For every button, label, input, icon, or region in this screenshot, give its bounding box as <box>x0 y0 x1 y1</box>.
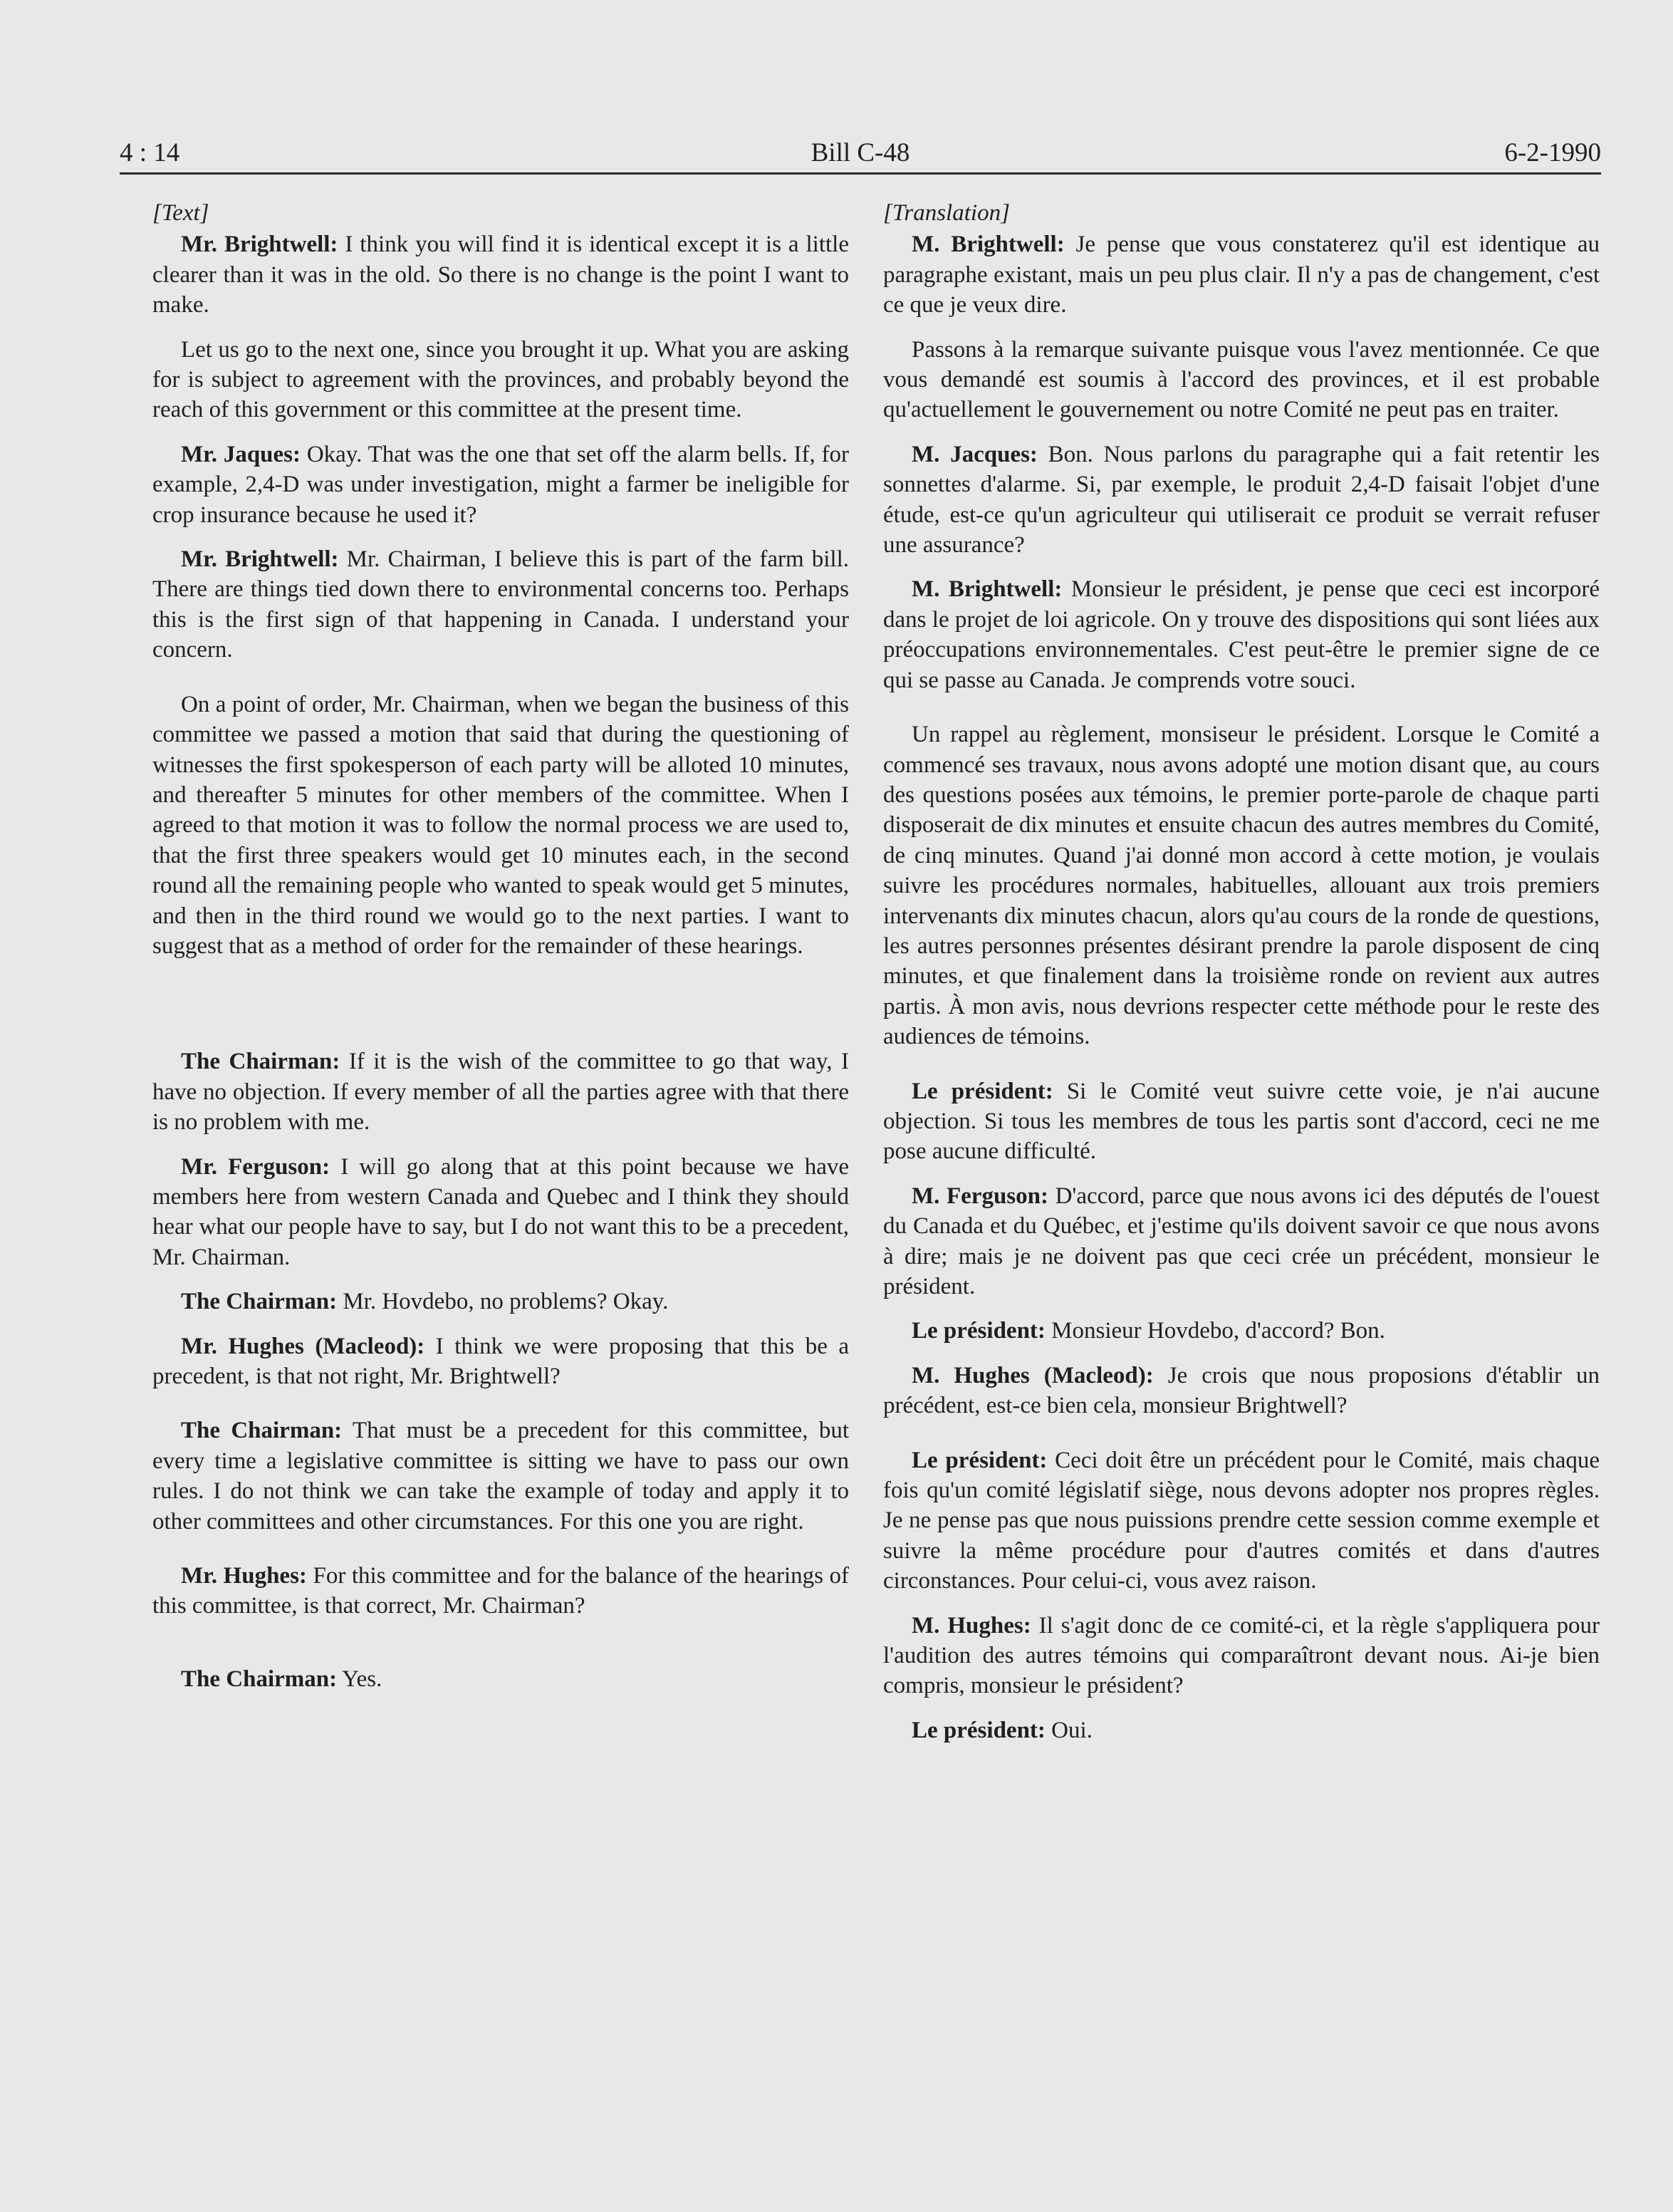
speech-text: Je pense que vous constaterez qu'il est identique au paragraphe existant, mais un peu plus clair. Il n'y a pas de changement, c'est ce que je veux dire. <box>883 232 1600 318</box>
speech-text: Mr. Chairman, I believe this is part of the farm bill. There are things tied down there to environmental concerns too. Perhaps this is the first sign of that happening in Canada. I understand your concern. <box>152 546 849 663</box>
speech-text: I think we were proposing that this be a precedent, is that not right, Mr. Brightwell? <box>152 1333 849 1389</box>
speaker-name: M. Jacques: <box>912 441 1038 467</box>
speech-text: Mr. Hovdebo, no problems? Okay. <box>343 1289 669 1315</box>
paragraph <box>883 1076 1600 1167</box>
paragraph <box>152 690 849 962</box>
speaker-name: The Chairman: <box>181 1666 338 1692</box>
paragraph <box>152 544 849 665</box>
paragraph <box>883 1316 1600 1346</box>
speaker-name: Le président: <box>912 1318 1046 1344</box>
paragraph <box>152 1664 849 1694</box>
paragraph <box>883 1611 1600 1701</box>
speech-text: D'accord, parce que nous avons ici des députés de l'ouest du Canada et du Québec, et j'estime qu'ils doivent savoir ce que nous avons à dire; mais je ne doivent pas que ceci crée un précédent, monsieur le président. <box>883 1183 1600 1299</box>
speech-text: I think you will find it is identical except it is a little clearer than it was in the old. So there is no change is the point I want to make. <box>152 232 849 318</box>
paragraph <box>152 1561 849 1621</box>
speaker-name: Le président: <box>912 1078 1053 1104</box>
page-header <box>120 134 1601 175</box>
paragraph <box>883 229 1600 320</box>
speaker-name: Le président: <box>912 1717 1046 1743</box>
paragraph <box>152 335 849 425</box>
speaker-name: Mr. Jaques: <box>181 441 301 467</box>
speaker-name: The Chairman: <box>181 1049 340 1075</box>
english-column <box>152 198 849 1708</box>
paragraph <box>152 440 849 530</box>
speaker-name: Mr. Brightwell: <box>181 232 338 258</box>
speech-text: That must be a precedent for this committee, but every time a legislative committee is sitting we have to pass our own rules. I do not think we can take the example of today and apply it to other committees and other circumstances. For this one you are right. <box>152 1418 850 1535</box>
paragraph <box>883 440 1600 561</box>
paragraph <box>152 1416 849 1537</box>
speech-text: Yes. <box>342 1666 382 1692</box>
speech-text: Ceci doit être un précédent pour le Comité, mais chaque fois qu'un comité législatif siège, nous devons adopter nos propres règles. Je ne pense pas que nous puissions prendre cette session comme exemple et suivre la même procédure pour d'autres comités et dans d'autres circonstances. Pour celui-ci, vous avez raison. <box>883 1447 1600 1594</box>
paragraph <box>152 1152 849 1273</box>
speaker-name: M. Ferguson: <box>912 1183 1048 1209</box>
document-title: Bill C-48 <box>811 138 910 167</box>
speech-text: Un rappel au règlement, monsiseur le président. Lorsque le Comité a commencé ses travaux, nous avons adopté une motion disant que, au cours des questions posées aux témoins, le premier porte-parole de chaque parti disposerait de dix minutes et ensuite chacun des autres membres du Comité, de cinq minutes. Quand j'ai donné mon accord à cette motion, je voulais suivre les procédures normales, habituelles, allouant aux trois premiers intervenants dix minutes chacun, alors qu'au cours de la ronde de questions, les autres personnes présentes désirant prendre la parole disposent de cinq minutes, et que finalement dans la troisième ronde on revient aux autres partis. À mon avis, nous devrions respecter cette méthode pour le reste des audiences de témoins. <box>883 722 1600 1050</box>
speech-text: Passons à la remarque suivante puisque vous l'avez mentionnée. Ce que vous demandé est soumis à l'accord des provinces, et il est probable qu'actuellement le gouvernement ou notre Comité ne peut pas en traiter. <box>883 336 1600 423</box>
paragraph <box>152 229 849 320</box>
speech-text: I will go along that at this point because we have members here from western Canada and Quebec and I think they should hear what our people have to say, but I do not want this to be a precedent, Mr. Chairman. <box>152 1153 849 1270</box>
speaker-name: The Chairman: <box>181 1418 343 1444</box>
speaker-name: Le président: <box>912 1447 1048 1473</box>
speech-text: Oui. <box>1051 1717 1093 1743</box>
speech-text: Bon. Nous parlons du paragraphe qui a fait retentir les sonnettes d'alarme. Si, par exemple, le produit 2,4-D faisait l'objet d'une étude, est-ce qu'un agriculteur qui utiliserait ce produit se verrait refuser une assurance? <box>883 441 1600 559</box>
paragraph <box>152 1287 849 1317</box>
speech-text: Let us go to the next one, since you brought it up. What you are asking for is subject to agreement with the provinces, and probably beyond the reach of this government or this committee at the present time. <box>152 336 849 423</box>
speaker-name: Mr. Hughes: <box>181 1563 307 1589</box>
column-tag: [Translation] <box>883 200 1010 226</box>
paragraph <box>883 1445 1600 1596</box>
speech-text: Monsieur Hovdebo, d'accord? Bon. <box>1051 1318 1385 1344</box>
speaker-name: M. Hughes (Macleod): <box>912 1362 1154 1388</box>
speaker-name: M. Brightwell: <box>912 576 1063 603</box>
paragraph <box>883 1361 1600 1421</box>
paragraph <box>883 1715 1600 1745</box>
speaker-name: Mr. Ferguson: <box>181 1153 330 1180</box>
speech-text: Si le Comité veut suivre cette voie, je n'ai aucune objection. Si tous les membres de tous les partis sont d'accord, ceci ne me pose aucune difficulté. <box>883 1078 1600 1165</box>
speech-text: Je crois que nous proposions d'établir un précédent, est-ce bien cela, monsieur Brightwell? <box>883 1362 1600 1419</box>
speech-text: Okay. That was the one that set off the alarm bells. If, for example, 2,4-D was under investigation, might a farmer be ineligible for crop insurance because he used it? <box>152 441 849 528</box>
paragraph <box>152 1047 849 1137</box>
paragraph <box>152 1331 849 1392</box>
speech-text: If it is the wish of the committee to go that way, I have no objection. If every member of all the parties agree with that there is no problem with me. <box>152 1049 850 1136</box>
column-tag: [Text] <box>152 200 209 226</box>
paragraph <box>883 720 1600 1052</box>
speech-text: For this committee and for the balance of the hearings of this committee, is that correct, Mr. Chairman? <box>152 1563 850 1619</box>
paragraph <box>883 335 1600 425</box>
speech-text: Monsieur le président, je pense que ceci est incorporé dans le projet de loi agricole. On y trouve des dispositions qui sont liées aux préoccupations environnementales. C'est peut-être le premier signe de ce qui se passe au Canada. Je comprends votre souci. <box>883 576 1600 693</box>
paragraph <box>883 574 1600 695</box>
document-date: 6-2-1990 <box>1504 138 1601 167</box>
speaker-name: M. Hughes: <box>912 1612 1031 1639</box>
speech-text: Il s'agit donc de ce comité-ci, et la règle s'appliquera pour l'audition des autres témoins qui comparaîtront devant nous. Ai-je bien compris, monsieur le président? <box>883 1612 1600 1699</box>
french-column <box>883 198 1600 1760</box>
speaker-name: M. Brightwell: <box>912 232 1065 258</box>
speaker-name: Mr. Hughes (Macleod): <box>181 1333 425 1359</box>
paragraph <box>883 1181 1600 1302</box>
speaker-name: Mr. Brightwell: <box>181 546 339 573</box>
page-number: 4 : 14 <box>120 138 180 167</box>
speaker-name: The Chairman: <box>181 1289 338 1315</box>
speech-text: On a point of order, Mr. Chairman, when we began the business of this committee we passed a motion that said that during the questioning of witnesses the first spokesperson of each party will be alloted 10 minutes, and thereafter 5 minutes for other members of the committee. When I agreed to that motion it was to follow the normal process we are used to, that the first three speakers would get 10 minutes each, in the second round all the remaining people who wanted to speak would get 5 minutes, and then in the third round we would go to the next parties. I want to suggest that as a method of order for the remainder of these hearings. <box>152 691 849 959</box>
